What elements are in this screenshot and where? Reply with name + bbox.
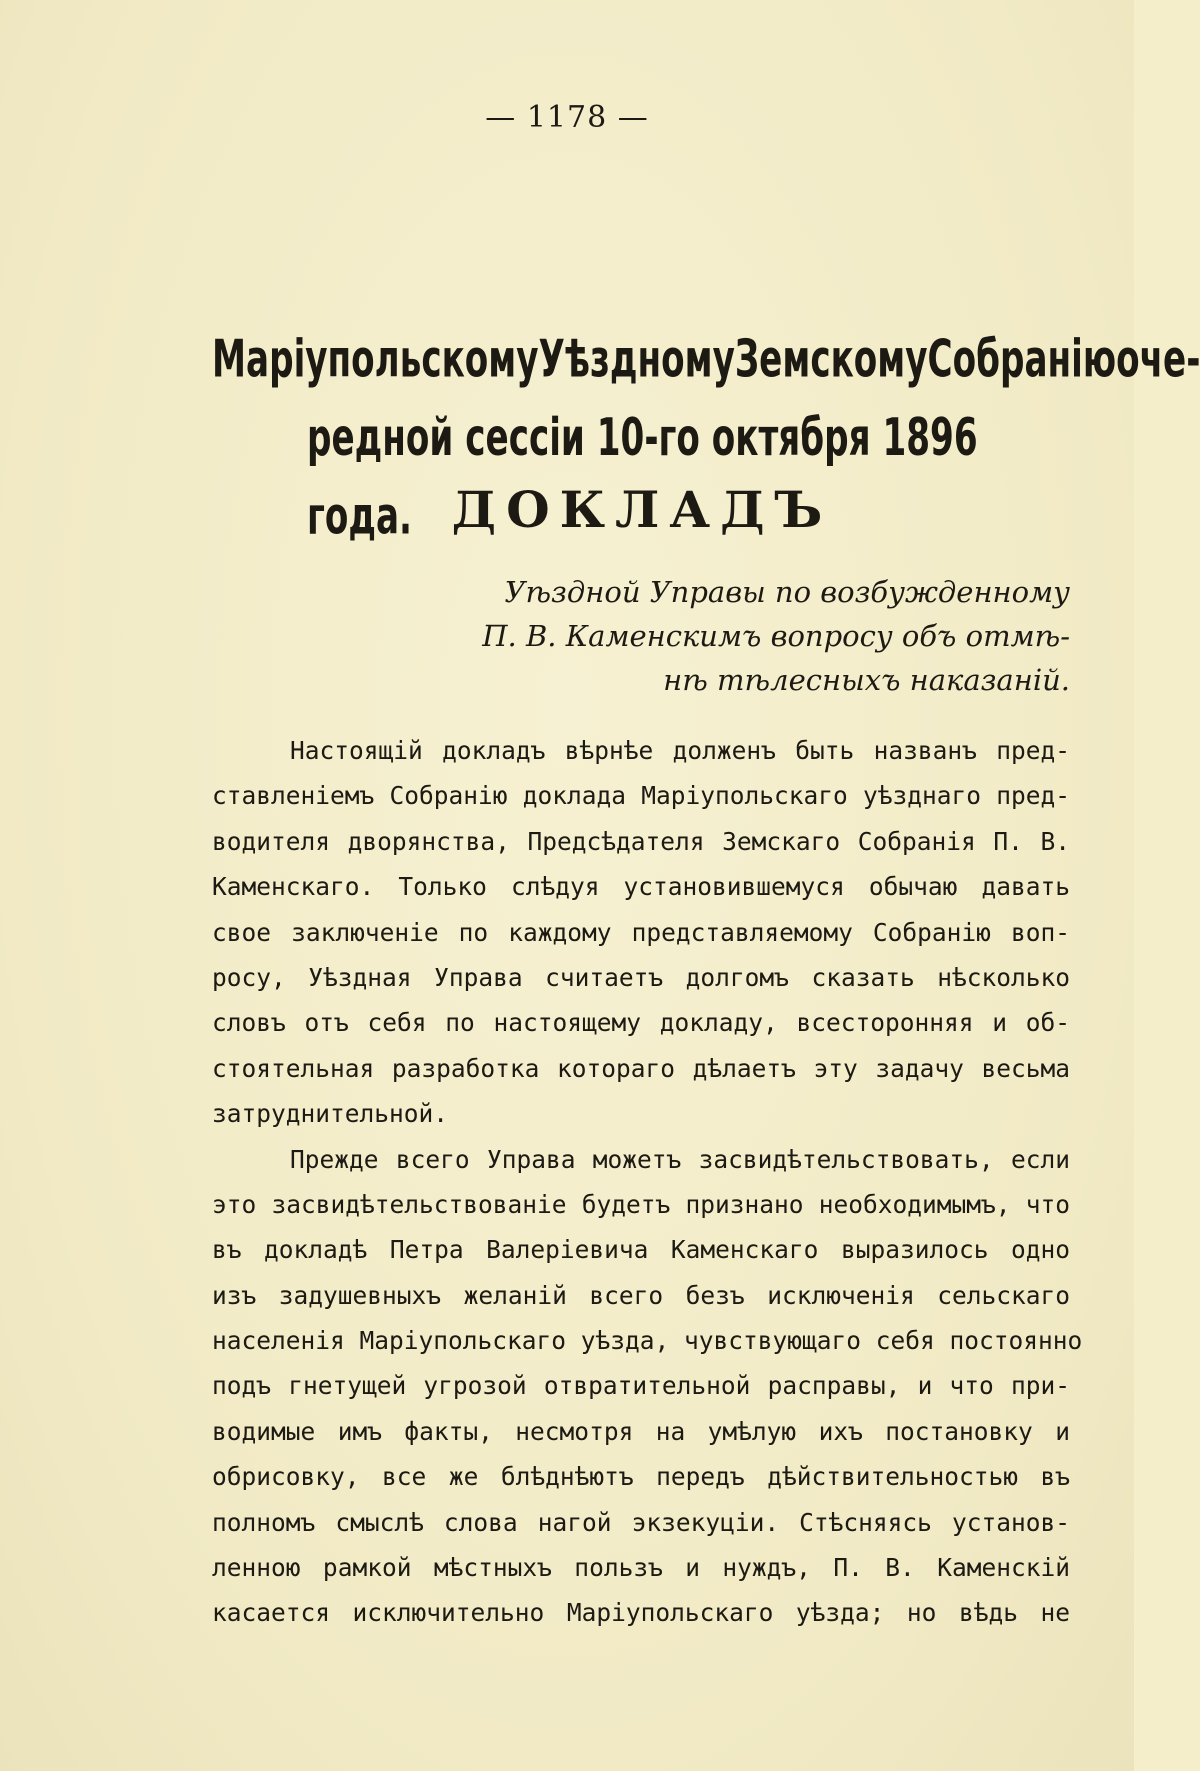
- text-line: въ докладѣ Петра Валеріевича Каменскаго выразилось одно: [212, 1235, 1070, 1265]
- text-line: Каменскаго. Только слѣдуя установившемуся обычаю давать: [212, 872, 1070, 902]
- heading-word: Земскому: [734, 329, 928, 389]
- document-title: ДОКЛАДЪ: [451, 480, 833, 539]
- text-line: словъ отъ себя по настоящему докладу, всесторонняя и об-: [212, 1008, 1070, 1038]
- text-line: ставленіемъ Собранію доклада Маріупольскаго уѣзднаго пред-: [212, 781, 1070, 811]
- text-line: полномъ смыслѣ слова нагой экзекуціи. Стѣсняясь установ-: [212, 1507, 1070, 1537]
- heading-word: Маріупольскому: [212, 329, 539, 389]
- heading-word: Собранію: [927, 329, 1117, 389]
- text-line: водителя дворянства, Предсѣдателя Земскаго Собранія П. В.: [212, 826, 1070, 856]
- text-line: населенія Маріупольскаго уѣзда, чувствующаго себя постоянно: [212, 1326, 1083, 1356]
- text-line: касается исключительно Маріупольскаго уѣзда; но вѣдь не: [212, 1598, 1070, 1628]
- text-line: это засвидѣтельствованіе будетъ признано необходимымъ, что: [212, 1189, 1070, 1219]
- heading-line-1: [212, 320, 1200, 398]
- heading-line-2: редной сессіи 10-го октября 1896 года.: [307, 407, 978, 546]
- document-subtitle: [480, 570, 1070, 702]
- text-line: затруднительной.: [212, 1099, 449, 1129]
- text-line: ленною рамкой мѣстныхъ пользъ и нуждъ, П. В. Каменскій: [212, 1553, 1070, 1583]
- body-text: [212, 728, 1083, 1636]
- text-line: Прежде всего Управа можетъ засвидѣтельствовать, если: [290, 1144, 1070, 1174]
- text-line: обрисовку, все же блѣднѣютъ передъ дѣйствительностью въ: [212, 1462, 1070, 1492]
- text-line: изъ задушевныхъ желаній всего безъ исключенія сельскаго: [212, 1280, 1070, 1310]
- subtitle-line: нѣ тѣлесныхъ наказаній.: [663, 663, 1070, 697]
- subtitle-line: П. В. Каменскимъ вопросу объ отмѣ-: [482, 619, 1070, 653]
- text-line: стоятельная разработка котораго дѣлаетъ эту задачу весьма: [212, 1053, 1070, 1083]
- heading-word: оче-: [1116, 329, 1200, 389]
- text-line: свое заключеніе по каждому представляемому Собранію воп-: [212, 917, 1070, 947]
- heading-word: Уѣздному: [538, 329, 735, 389]
- text-line: Настоящій докладъ вѣрнѣе долженъ быть названъ пред-: [290, 736, 1070, 765]
- text-line: росу, Уѣздная Управа считаетъ долгомъ сказать нѣсколько: [212, 962, 1070, 992]
- subtitle-line: Уѣздной Управы по возбужденному: [504, 575, 1070, 609]
- text-line: водимые имъ факты, несмотря на умѣлую ихъ постановку и: [212, 1416, 1070, 1446]
- text-line: подъ гнетущей угрозой отвратительной расправы, и что при-: [212, 1371, 1070, 1401]
- page-number: — 1178 —: [485, 100, 649, 135]
